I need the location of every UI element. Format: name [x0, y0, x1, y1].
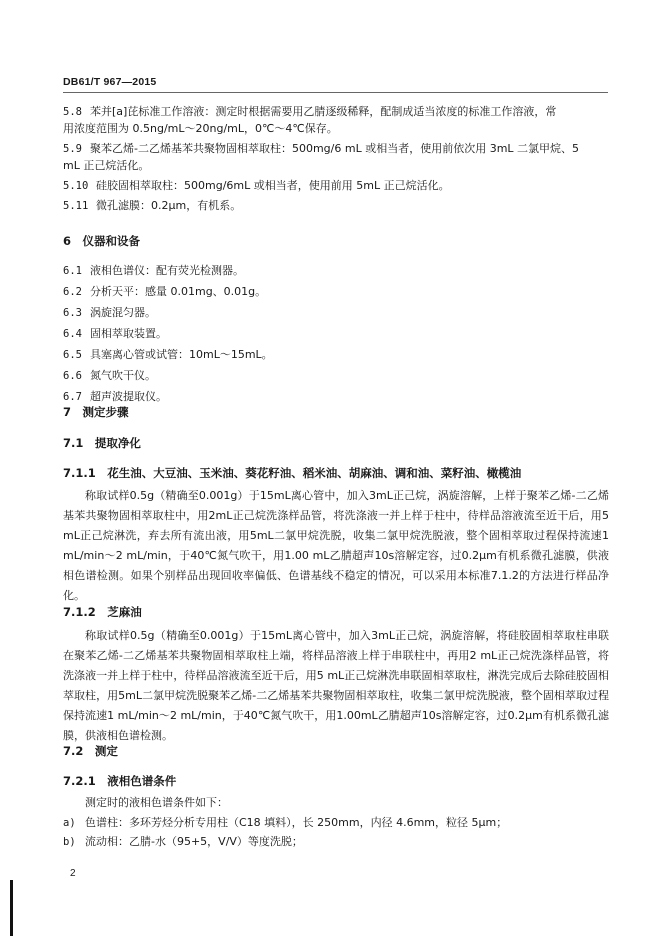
header-rule [63, 92, 608, 93]
clause-6-1: 6.1 液相色谱仪：配有荧光检测器。 [63, 264, 244, 277]
clause-5-9-line-2: mL 正己烷活化。 [63, 159, 150, 172]
section-7-1-1-paragraph: 称取试样0.5g（精确至0.001g）于15mL离心管中，加入3mL正己烷，涡旋溶解，上样于聚苯乙烯-二乙烯基苯共聚物固相萃取柱中，用2mL正己烷洗涤样品管，将洗涤液一并上样于柱中，待样品溶液流至近干后，用5 mL正己烷淋洗，弃去所有流出液，用5mL二氯甲烷洗脱，收集二氯甲烷洗脱液，整个固相萃取过程保持流速1 mL/min～2 mL/min，于40℃氮气吹干，用1.00 mL乙腈超声10s溶解定容，过0.2μm有机系微孔滤膜，供液相色谱检测。如果个别样品出现回收率偏低、色谱基线不稳定的情况，可以采用本标准7.1.2的方法进行样品净化。 [63, 489, 609, 602]
condition-item-a: a) 色谱柱：多环芳烃分析专用柱（C18 填料），长 250mm，内径 4.6mm，粒径 5μm； [63, 816, 508, 829]
clause-6-4: 6.4 固相萃取装置。 [63, 327, 167, 340]
section-7-2-1-intro: 测定时的液相色谱条件如下： [85, 796, 228, 809]
clause-number: 5.10 [63, 180, 89, 192]
clause-5-8-line-2: 用浓度范围为 0.5ng/mL～20ng/mL，0℃～4℃保存。 [63, 122, 338, 135]
clause-5-9-line-1: 5.9 聚苯乙烯-二乙烯基苯共聚物固相萃取柱：500mg/6 mL 或相当者，使用前依次用 3mL 二氯甲烷、5 [63, 142, 580, 155]
section-7-2-heading: 7.2 测定 [63, 744, 118, 758]
scan-edge-bar [10, 880, 13, 936]
clause-5-10: 5.10 硅胶固相萃取柱：500mg/6mL 或相当者，使用前用 5mL 正己烷活化。 [63, 179, 450, 192]
clause-number: 5.8 [63, 106, 82, 118]
section-7-1-heading: 7.1 提取净化 [63, 436, 141, 450]
section-7-1-2-paragraph: 称取试样0.5g（精确至0.001g）于15mL离心管中，加入3mL正己烷，涡旋溶解，将硅胶固相萃取柱串联在聚苯乙烯-二乙烯基苯共聚物固相萃取柱上端，将样品溶液上样于串联柱中，再用2 mL正己烷洗涤样品管，将洗涤液一并上样于柱中，待样品溶液流至近干后，用5 mL正己烷淋洗串联固相萃取柱，淋洗完成后去除硅胶固相萃取柱，用5mL二氯甲烷洗脱聚苯乙烯-二乙烯基苯共聚物固相萃取柱，收集二氯甲烷洗脱液，整个固相萃取过程保持流速1 mL/min～2 mL/min，于40℃氮气吹干，用1.00mL乙腈超声10s溶解定容，过0.2μm有机系微孔滤膜，供液相色谱检测。 [63, 629, 609, 742]
section-7-heading: 7 测定步骤 [63, 405, 129, 419]
clause-6-7: 6.7 超声波提取仪。 [63, 390, 167, 403]
clause-6-6: 6.6 氮气吹干仪。 [63, 369, 156, 382]
page-number: 2 [70, 868, 76, 879]
clause-5-8-line-1: 5.8 苯并[a]芘标准工作溶液：测定时根据需要用乙腈逐级稀释，配制成适当浓度的标准工作溶液，常 [63, 105, 557, 118]
clause-6-5: 6.5 具塞离心管或试管：10mL～15mL。 [63, 348, 273, 361]
section-7-1-1-heading: 7.1.1 花生油、大豆油、玉米油、葵花籽油、稻米油、胡麻油、调和油、菜籽油、橄榄油 [63, 466, 522, 480]
clause-6-2: 6.2 分析天平：感量 0.01mg、0.01g。 [63, 285, 267, 298]
condition-item-b: b) 流动相：乙腈-水（95+5，V/V）等度洗脱； [63, 835, 303, 848]
clause-6-3: 6.3 涡旋混匀器。 [63, 306, 156, 319]
clause-5-11: 5.11 微孔滤膜：0.2μm，有机系。 [63, 199, 242, 212]
clause-number: 5.9 [63, 143, 82, 155]
document-id: DB61/T 967—2015 [63, 76, 157, 88]
section-6-heading: 6 仪器和设备 [63, 234, 141, 248]
section-7-1-2-heading: 7.1.2 芝麻油 [63, 605, 142, 619]
section-7-2-1-heading: 7.2.1 液相色谱条件 [63, 774, 177, 788]
clause-number: 5.11 [63, 200, 89, 212]
